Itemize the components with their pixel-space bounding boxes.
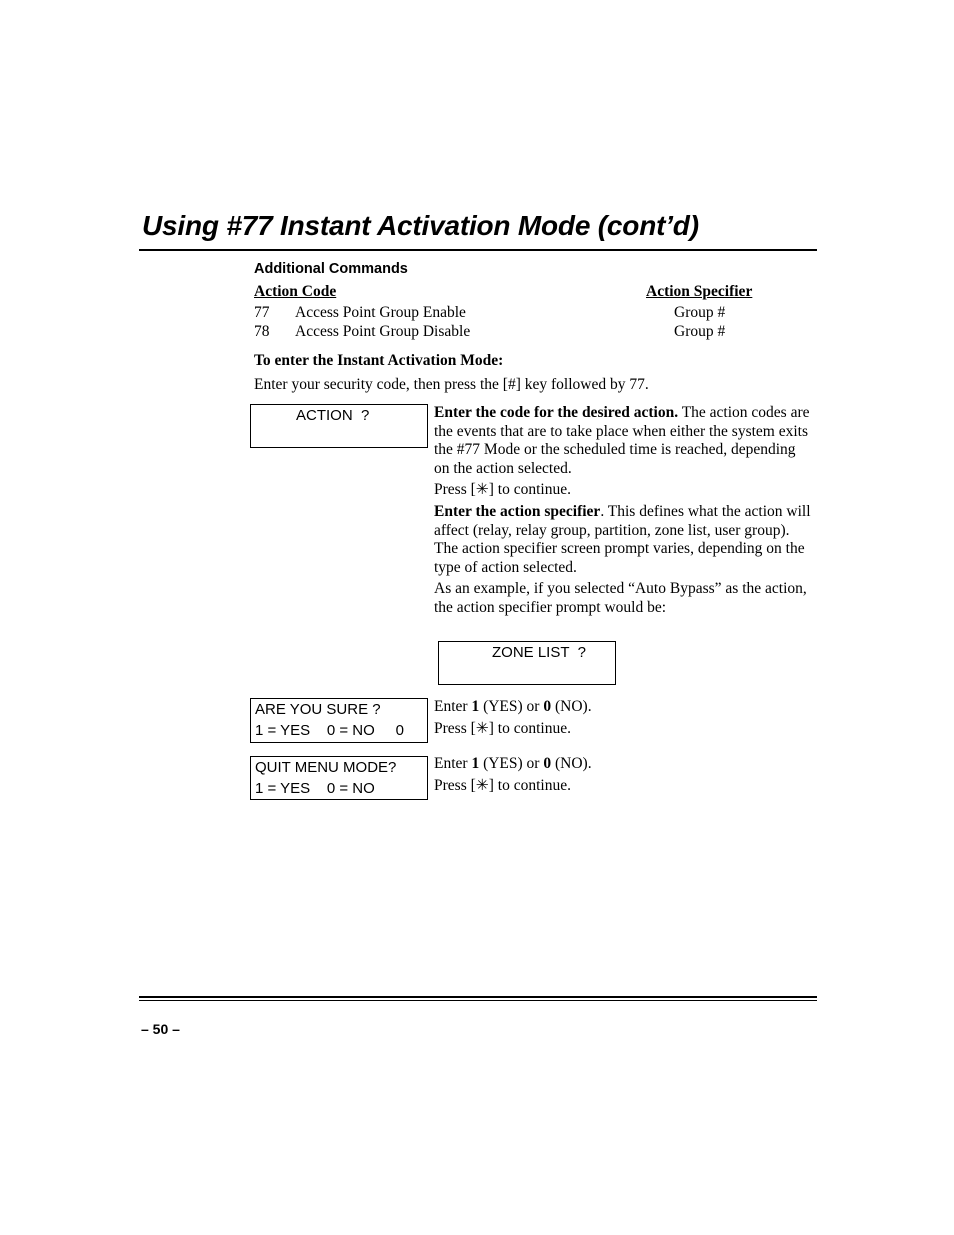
command-description-77: Access Point Group Enable — [295, 304, 466, 321]
confirm-no-text: (NO). — [551, 698, 592, 715]
enter-mode-heading: To enter the Instant Activation Mode: — [254, 352, 504, 369]
action-step-lead: Enter the code for the desired action. — [434, 404, 679, 421]
action-code-header: Action Code — [254, 283, 337, 300]
lcd-line-2: 1 = YES 0 = NO 0 — [255, 722, 404, 739]
quit-step-text — [434, 755, 734, 795]
quit-lcd-display — [250, 756, 428, 800]
confirm-lcd-display — [250, 698, 428, 743]
action-lcd-display — [250, 404, 428, 448]
command-code-77: 77 — [254, 304, 270, 321]
action-step-text — [434, 404, 814, 618]
page-number: – 50 – — [141, 1021, 180, 1037]
quit-continue: Press [✳] to continue. — [434, 776, 571, 794]
action-specifier-header: Action Specifier — [646, 283, 753, 300]
lcd-line-1: ZONE LIST ? — [492, 644, 586, 661]
quit-yes-text: (YES) or — [479, 755, 544, 772]
confirm-enter-prefix: Enter — [434, 698, 472, 715]
footer-rule — [139, 996, 817, 998]
confirm-step-text — [434, 698, 734, 738]
command-code-78: 78 — [254, 323, 270, 340]
confirm-no-digit: 0 — [543, 698, 552, 715]
specifier-example: As an example, if you selected “Auto Bypass” as the action, the action specifier prompt would be: — [434, 580, 807, 616]
enter-mode-instruction: Enter your security code, then press the [#] key followed by 77. — [254, 376, 649, 393]
title-rule — [139, 249, 817, 251]
command-specifier-78: Group # — [674, 323, 726, 340]
command-description-78: Access Point Group Disable — [295, 323, 471, 340]
action-step-description: The action codes are the events that are to take place when either the system exits the #77 Mode or the scheduled time is reached, depending on the action selected. — [434, 404, 810, 477]
lcd-line-1: ARE YOU SURE ? — [255, 701, 381, 718]
command-specifier-77: Group # — [674, 304, 726, 321]
zone-list-lcd-display — [438, 641, 616, 685]
lcd-line-1: ACTION ? — [296, 407, 370, 424]
additional-commands-heading: Additional Commands — [254, 261, 408, 277]
specifier-description: . This defines what the action will affect (relay, relay group, partition, zone list, user group). The action specifier screen prompt varies, depending on the type of action selected. — [434, 502, 811, 576]
confirm-yes-text: (YES) or — [479, 698, 544, 715]
quit-no-digit: 0 — [543, 755, 552, 772]
quit-yes-digit: 1 — [471, 755, 480, 772]
lcd-line-1: QUIT MENU MODE? — [255, 759, 397, 776]
action-step-continue: Press [✳] to continue. — [434, 481, 571, 499]
lcd-line-2: 1 = YES 0 = NO — [255, 780, 375, 797]
page-title: Using #77 Instant Activation Mode (cont’d) — [142, 210, 699, 241]
confirm-yes-digit: 1 — [471, 698, 480, 715]
confirm-continue: Press [✳] to continue. — [434, 719, 571, 737]
footer-rule-thin — [139, 1000, 817, 1001]
quit-no-text: (NO). — [551, 755, 592, 772]
quit-enter-prefix: Enter — [434, 755, 472, 772]
specifier-lead: Enter the action specifier — [434, 502, 601, 520]
